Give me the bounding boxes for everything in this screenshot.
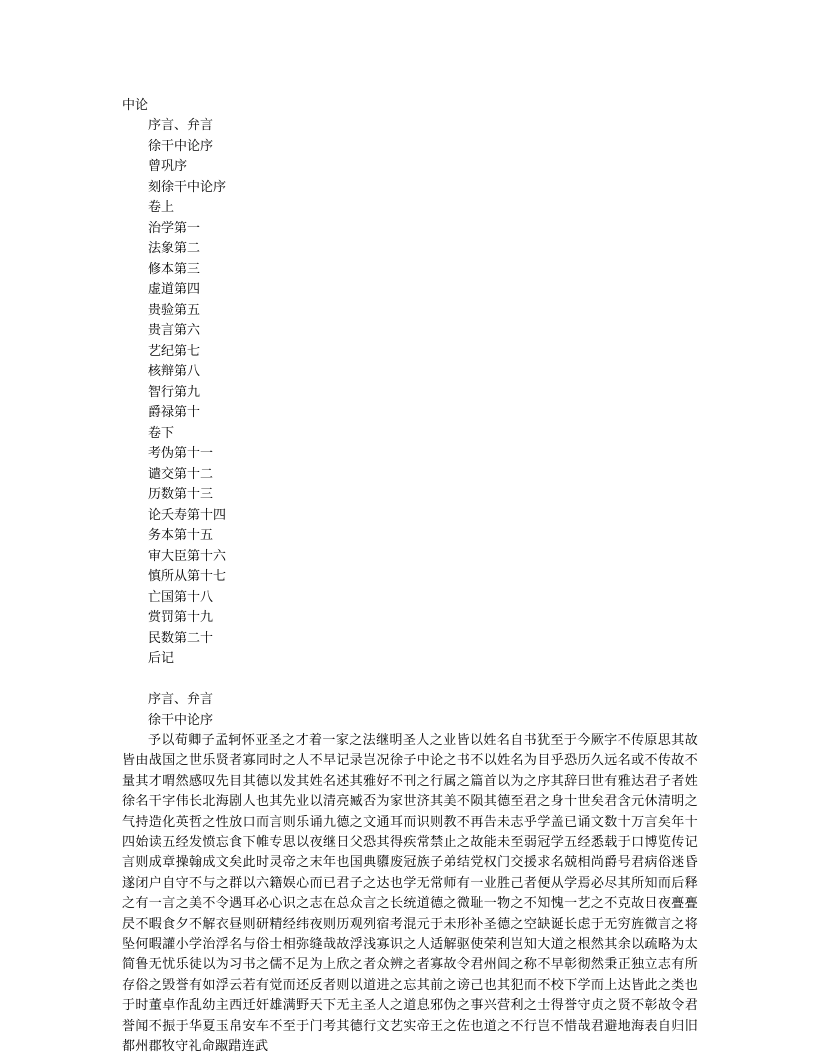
toc-item: 序言、弁言 xyxy=(148,118,214,133)
toc-item: 赏罚第十九 xyxy=(148,610,214,625)
toc-item: 审大臣第十六 xyxy=(148,548,227,564)
toc-item: 修本第三 xyxy=(148,261,201,277)
toc-item: 亡国第十八 xyxy=(148,589,214,605)
toc-item: 慎所从第十七 xyxy=(148,569,227,584)
section-heading: 徐干中论序 xyxy=(148,712,214,728)
toc-item: 贵验第五 xyxy=(148,302,201,318)
toc-item: 历数第十三 xyxy=(148,487,214,502)
toc-item: 治学第一 xyxy=(148,220,201,236)
toc-item: 贵言第六 xyxy=(148,323,201,338)
toc-item: 民数第二十 xyxy=(148,630,214,646)
table-of-contents xyxy=(122,116,698,670)
toc-item: 艺纪第七 xyxy=(148,343,201,359)
toc-item: 徐干中论序 xyxy=(148,138,214,154)
toc-item: 虚道第四 xyxy=(148,282,201,297)
toc-item: 考伪第十一 xyxy=(148,446,214,461)
toc-item: 曾巩序 xyxy=(148,159,188,174)
toc-item: 务本第十五 xyxy=(148,528,214,543)
toc-item: 论夭寿第十四 xyxy=(148,507,227,523)
toc-item: 后记 xyxy=(148,651,175,666)
section-heading: 序言、弁言 xyxy=(148,692,214,707)
document-page xyxy=(122,96,698,1058)
toc-item: 爵禄第十 xyxy=(148,405,201,420)
toc-item: 卷上 xyxy=(148,200,175,215)
document-title: 中论 xyxy=(122,98,149,113)
toc-item: 智行第九 xyxy=(148,384,201,400)
section-spacer xyxy=(122,670,698,691)
toc-item: 刻徐干中论序 xyxy=(148,179,227,195)
toc-item: 谴交第十二 xyxy=(148,466,214,482)
toc-item: 核辩第八 xyxy=(148,364,201,379)
body-paragraph: 予以荀卿子孟轲怀亚圣之才着一家之法继明圣人之业皆以姓名自书犹至于今厥字不传原思其故皆由战国之世乐贤者寡同时之人不早记录岂况徐子中论之书不以姓名为目乎恐历久远名或不传故不量其才喟然感叹先目其德以发其姓名述其雅好不刊之行属之篇首以为之序其辞曰世有雅达君子者姓徐名干字伟长北海剧人也其先业以清亮臧否为家世济其美不陨其德至君之身十世矣君含元休清明之气持造化英哲之性放口而言则乐诵九德之文通耳而识则教不再告未志乎学盖已诵文数十万言矣年十四始读五经发愤忘食下帷专思以夜继日父恐其得疾常禁止之故能未至弱冠学五经悉载于口博览传记言则成章操翰成文矣此时灵帝之末年也国典隳废冠族子弟结党权门交援求名兢相尚爵号君病俗迷昏遂闭户自守不与之群以六籍娱心而已君子之达也学无常师有一业胜己者便从学焉必尽其所知而后释之有一言之美不令遇耳必心识之志在总众言之长统道德之微耻一物之不知愧一艺之不克故日夜亹亹昃不暇食夕不解衣昼则研精经纬夜则历观列宿考混元于未形补圣德之空缺诞长虑于无穷旌微言之将坠何暇讙小学治浮名与俗士相弥缝哉故浮浅寡识之人适解驱使荣利岂知大道之根然其余以疏略为太简鲁无忧乐徒以为习书之儒不足为上欣之者众辨之者寡故令君州闾之称不早彰彻然秉正独立志有所存俗之毁誉有如浮云若有觉而还反者则以道进之忘其前之谤己也其犯而不校下学而上达皆此之类也于时董卓作乱幼主西迁奸雄满野天下无主圣人之道息邪伪之事兴营利之士得誉守贞之贤不彰故令君誉闻不振于华夏玉帛安车不至于门考其德行文艺实帝王之佐也道之不行岂不惜哉君避地海表自归旧都州郡牧守礼命踧踖连武 xyxy=(122,733,698,1055)
toc-item: 法象第二 xyxy=(148,241,201,256)
toc-item: 卷下 xyxy=(148,425,175,441)
